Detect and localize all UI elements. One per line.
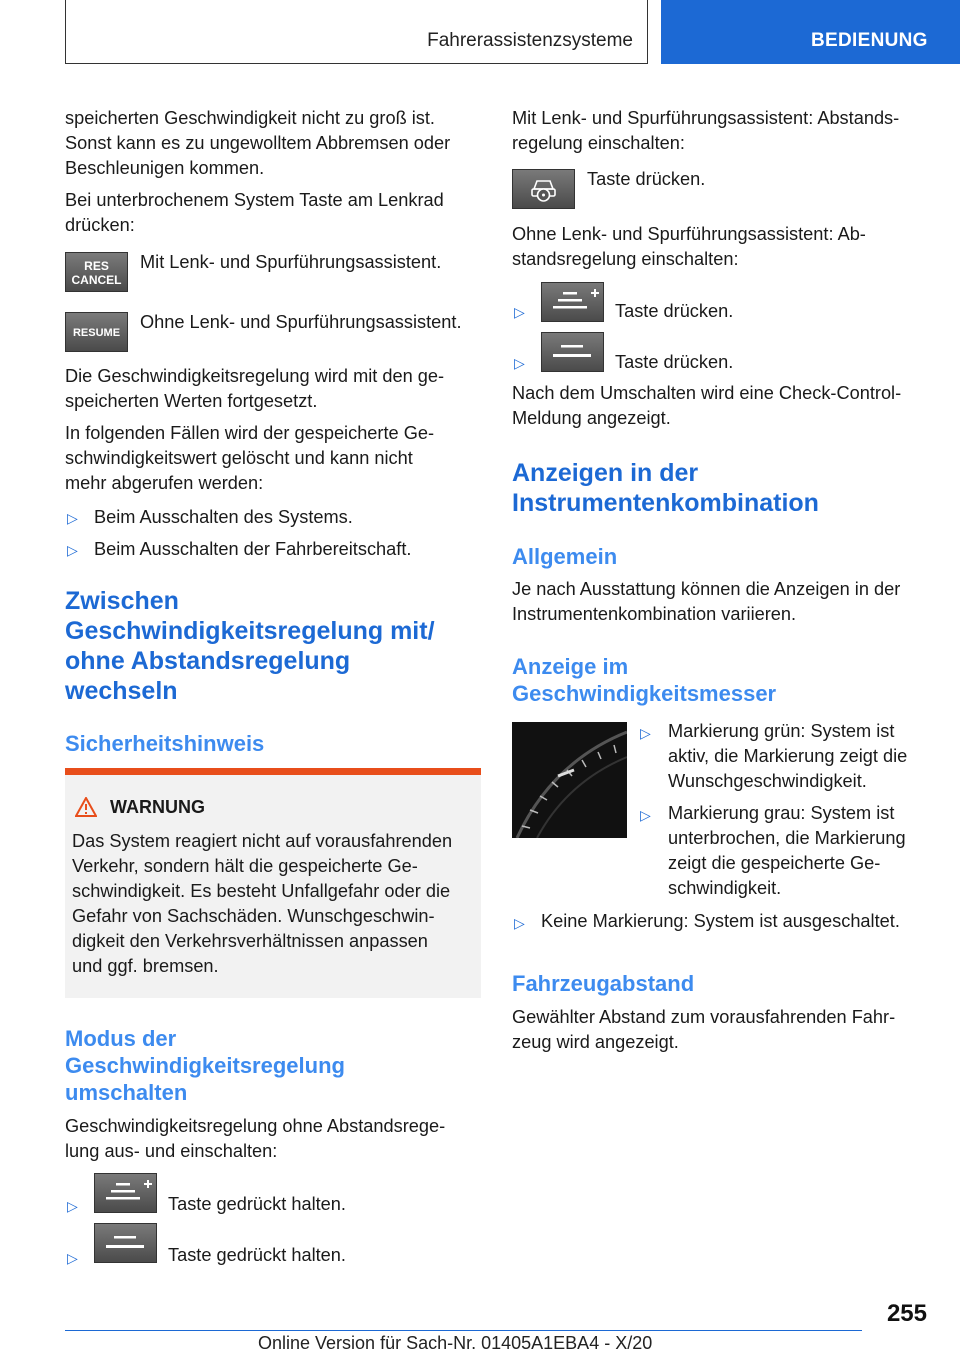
right-text-3: Nach dem Umschalten wird eine Check-Control- Meldung angezeigt. xyxy=(512,383,902,428)
resume-text: Ohne Lenk- und Spurführungsassistent. xyxy=(140,312,462,332)
text-line: mehr abgerufen werden: xyxy=(65,473,264,493)
distance-heading: Fahrzeugabstand xyxy=(512,971,695,996)
list-item: Taste gedrückt halten. xyxy=(168,1194,346,1214)
section-heading-switch: Zwischen Geschwindigkeitsregelung mit/ ohne Abstandsregelung wechseln xyxy=(65,587,435,705)
warning-title: WARNUNG xyxy=(110,797,205,817)
list-item: Beim Ausschalten des Systems. xyxy=(94,507,353,527)
bullet-triangle-icon: ▷ xyxy=(640,725,651,741)
res-cancel-text: Mit Lenk- und Spurführungsassistent. xyxy=(140,252,442,272)
distance-key-icon xyxy=(541,332,604,372)
safety-heading: Sicherheitshinweis xyxy=(65,731,265,756)
speedometer-marking-image xyxy=(512,722,627,838)
header-chapter-tab[interactable] xyxy=(661,0,960,64)
list-item: Beim Ausschalten der Fahrbereitschaft. xyxy=(94,539,412,559)
warning-text: Das System reagiert nicht auf vorausfahrenden Verkehr, sondern hält die gespeicherte Ge- schwindigkeit. Es besteht Unfallgefahr oder die Gefahr von Sachschäden. Wunschgeschwin- digkeit den Verkehrsverhältnissen anpassen und ggf. bremsen. xyxy=(72,831,453,976)
footer-online-version: Online Version für Sach-Nr. 01405A1EBA4 - X/20 xyxy=(258,1333,653,1353)
text-line: schwindigkeitswert gelöscht und kann nicht xyxy=(65,448,413,468)
header-section-box xyxy=(65,0,648,64)
text-line: drücken: xyxy=(65,215,135,235)
footer-divider xyxy=(65,1330,862,1331)
distance-key-icon xyxy=(94,1223,157,1263)
bullet-triangle-icon: ▷ xyxy=(640,807,651,823)
text-line: Sonst kann es zu ungewolltem Abbremsen oder xyxy=(65,133,451,153)
marking-green-item: Markierung grün: System ist aktiv, die Markierung zeigt die Wunschgeschwindigkeit. xyxy=(668,721,908,791)
left-continue xyxy=(65,364,485,496)
bullet-triangle-icon: ▷ xyxy=(67,542,78,558)
text-line: In folgenden Fällen wird der gespeicherte Ge- xyxy=(65,423,435,443)
right-text-2: Ohne Lenk- und Spurführungsassistent: Ab- standsregelung einschalten: xyxy=(512,224,866,269)
general-heading: Allgemein xyxy=(512,544,618,569)
marking-none-item: Keine Markierung: System ist ausgeschaltet. xyxy=(541,911,900,931)
steering-assist-key-icon xyxy=(512,169,575,209)
bullet-triangle-icon: ▷ xyxy=(514,915,525,931)
list-item: Taste drücken. xyxy=(615,352,734,372)
general-text: Je nach Ausstattung können die Anzeigen in der Instrumentenkombination variieren. xyxy=(512,579,901,624)
text-line: speicherten Werten fortgesetzt. xyxy=(65,391,318,411)
bullet-triangle-icon: ▷ xyxy=(514,355,525,371)
speedo-heading: Anzeige im Geschwindigkeitsmesser xyxy=(512,654,777,706)
mode-text: Geschwindigkeitsregelung ohne Abstandsrege- lung aus- und einschalten: xyxy=(65,1116,446,1161)
list-item: Taste gedrückt halten. xyxy=(168,1245,346,1265)
warning-triangle-icon xyxy=(75,797,97,817)
text-line: Die Geschwindigkeitsregelung wird mit den ge- xyxy=(65,366,445,386)
text-line: Bei unterbrochenem System Taste am Lenkrad xyxy=(65,190,444,210)
bullet-triangle-icon: ▷ xyxy=(514,304,525,320)
mode-heading: Modus der Geschwindigkeitsregelung umschalten xyxy=(65,1026,345,1105)
press-text: Taste drücken. xyxy=(587,169,706,189)
bullet-triangle-icon: ▷ xyxy=(67,1198,78,1214)
resume-key-icon: RESUME xyxy=(65,312,128,352)
distance-plus-key-icon xyxy=(94,1173,157,1213)
text-line: Beschleunigen kommen. xyxy=(65,158,265,178)
right-intro: Mit Lenk- und Spurführungsassistent: Abstands- regelung einschalten: xyxy=(512,108,900,153)
distance-text: Gewählter Abstand zum vorausfahrenden Fahr- zeug wird angezeigt. xyxy=(512,1007,896,1052)
left-intro xyxy=(65,106,485,238)
header-chapter-title: BEDIENUNG xyxy=(811,30,928,51)
header-section-title: Fahrerassistenzsysteme xyxy=(427,30,633,51)
distance-plus-key-icon xyxy=(541,282,604,322)
text-line: speicherten Geschwindigkeit nicht zu groß ist. xyxy=(65,108,435,128)
bullet-triangle-icon: ▷ xyxy=(67,1250,78,1266)
page-number: 255 xyxy=(886,1300,927,1327)
section-heading-display: Anzeigen in der Instrumentenkombination xyxy=(512,459,819,517)
marking-gray-item: Markierung grau: System ist unterbrochen, die Markierung zeigt die gespeicherte Ge- schwindigkeit. xyxy=(668,803,906,898)
bullet-triangle-icon: ▷ xyxy=(67,510,78,526)
list-item: Taste drücken. xyxy=(615,301,734,321)
warning-box xyxy=(65,768,481,998)
res-cancel-key-icon: RES CANCEL xyxy=(65,252,128,292)
